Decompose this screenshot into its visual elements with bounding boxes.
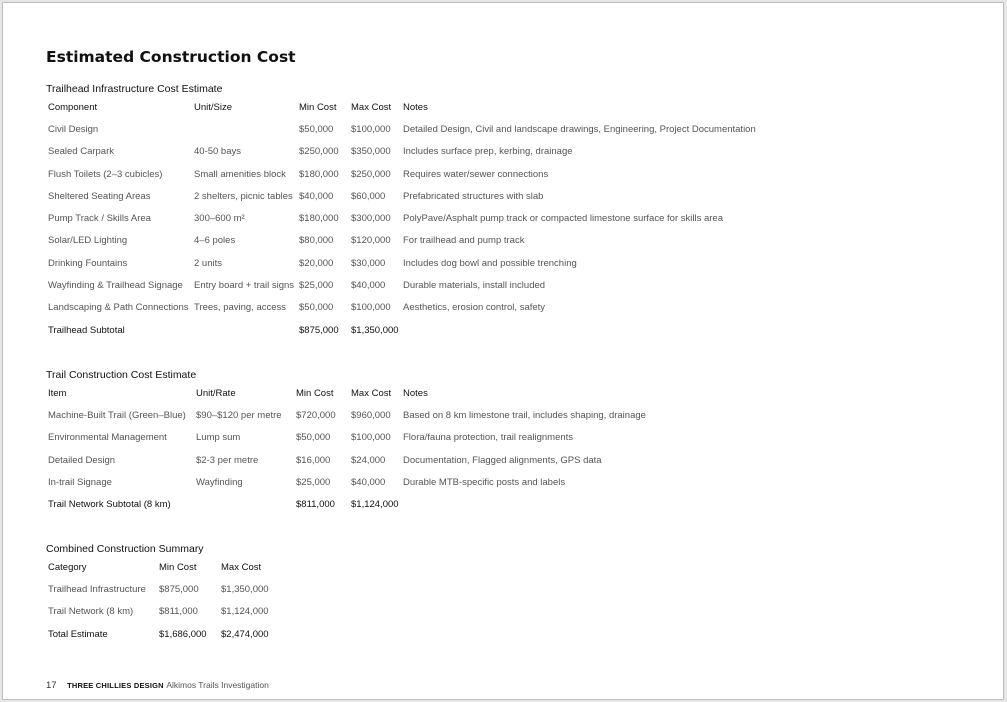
table-cell: $50,000: [296, 432, 331, 444]
header-cell: Component: [48, 101, 98, 113]
trail-cost-table: [46, 382, 648, 516]
table-cell: $80,000: [299, 235, 334, 247]
table-header-row: [46, 382, 648, 404]
header-cell: Unit/Rate: [196, 387, 236, 399]
table-cell: $20,000: [299, 257, 334, 269]
table-cell: Lump sum: [196, 432, 241, 444]
header-cell: Max Cost: [221, 561, 262, 573]
summary-table-title: Combined Construction Summary: [46, 543, 204, 555]
table-cell: Trail Network (8 km): [48, 606, 134, 618]
page-title: Estimated Construction Cost: [46, 48, 296, 66]
table-cell: $50,000: [299, 302, 334, 314]
subtotal-min: $875,000: [299, 324, 339, 336]
table-row: [46, 141, 758, 163]
table-cell: Durable materials, install included: [403, 280, 546, 292]
table-cell: $180,000: [299, 168, 339, 180]
table-cell: Flora/fauna protection, trail realignments: [403, 432, 574, 444]
table-cell: Includes dog bowl and possible trenching: [403, 257, 577, 269]
table-cell: $811,000: [159, 606, 198, 618]
summary-table: [46, 556, 279, 645]
table-cell: Detailed Design, Civil and landscape drawings, Engineering, Project Documentation: [403, 123, 756, 135]
table-row: [46, 427, 648, 449]
table-cell: For trailhead and pump track: [403, 235, 525, 247]
table-cell: [194, 493, 294, 515]
table-cell: Wayfinding & Trailhead Signage: [48, 280, 183, 292]
table-cell: $25,000: [299, 280, 334, 292]
table-cell: Entry board + trail signs: [194, 280, 295, 292]
table-cell: Sealed Carpark: [48, 146, 115, 158]
table-cell: Pump Track / Skills Area: [48, 213, 151, 225]
table-cell: 4–6 poles: [194, 235, 236, 247]
table-row: [46, 230, 758, 252]
table-cell: $1,124,000: [221, 606, 269, 618]
table-cell: Detailed Design: [48, 454, 116, 466]
table-cell: Trailhead Infrastructure: [48, 583, 146, 595]
table-cell: $25,000: [296, 476, 331, 488]
table-cell: $250,000: [299, 146, 339, 158]
header-cell: Item: [48, 387, 67, 399]
table-cell: [401, 319, 758, 341]
page-number: 17: [46, 680, 57, 691]
subtotal-max: $1,350,000: [351, 324, 399, 336]
table-cell: 2 units: [194, 257, 222, 269]
header-cell: Max Cost: [351, 387, 392, 399]
table-cell: Sheltered Seating Areas: [48, 190, 151, 202]
total-min: $1,686,000: [159, 628, 207, 640]
table-cell: $875,000: [159, 583, 199, 595]
table-cell: [401, 493, 648, 515]
header-cell: Min Cost: [299, 101, 337, 113]
document-page: [2, 2, 1004, 700]
table-cell: $40,000: [351, 280, 386, 292]
table-cell: Wayfinding: [196, 476, 243, 488]
table-cell: $24,000: [351, 454, 386, 466]
table-cell: $120,000: [351, 235, 391, 247]
table-row: [46, 274, 758, 296]
table-cell: $960,000: [351, 409, 391, 421]
page-footer: [46, 680, 269, 691]
table-cell: $2-3 per metre: [196, 454, 259, 466]
table-cell: 40-50 bays: [194, 146, 242, 158]
table-row: [46, 207, 758, 229]
table-cell: $50,000: [299, 123, 334, 135]
table-cell: Small amenities block: [194, 168, 286, 180]
table-cell: Durable MTB-specific posts and labels: [403, 476, 566, 488]
table-row: [46, 578, 279, 600]
footer-brand: THREE CHILLIES DESIGN: [67, 681, 164, 690]
table-cell: $100,000: [351, 123, 391, 135]
table-cell: In-trail Signage: [48, 476, 112, 488]
header-cell: Notes: [403, 387, 428, 399]
table-cell: $90–$120 per metre: [196, 409, 282, 421]
trail-table-title: Trail Construction Cost Estimate: [46, 369, 197, 381]
total-row: [46, 623, 279, 645]
table-row: [46, 471, 648, 493]
table-cell: [192, 319, 297, 341]
subtotal-row: [46, 493, 648, 515]
table-header-row: [46, 96, 758, 118]
trailhead-table-title: Trailhead Infrastructure Cost Estimate: [46, 83, 223, 95]
table-cell: $40,000: [351, 476, 386, 488]
table-cell: Trees, paving, access: [194, 302, 287, 314]
table-cell: 2 shelters, picnic tables: [194, 190, 293, 202]
table-cell: $350,000: [351, 146, 391, 158]
table-cell: Environmental Management: [48, 432, 167, 444]
table-cell: $60,000: [351, 190, 386, 202]
table-row: [46, 449, 648, 471]
table-cell: Based on 8 km limestone trail, includes shaping, drainage: [403, 409, 646, 421]
subtotal-label: Trail Network Subtotal (8 km): [48, 499, 171, 511]
header-cell: Min Cost: [296, 387, 334, 399]
table-cell: Requires water/sewer connections: [403, 168, 549, 180]
table-cell: Solar/LED Lighting: [48, 235, 128, 247]
table-cell: Includes surface prep, kerbing, drainage: [403, 146, 573, 158]
total-label: Total Estimate: [48, 628, 108, 640]
header-cell: Unit/Size: [194, 101, 233, 113]
header-cell: Max Cost: [351, 101, 392, 113]
table-cell: 300–600 m²: [194, 213, 245, 225]
table-row: [46, 252, 758, 274]
table-row: [46, 185, 758, 207]
table-cell: PolyPave/Asphalt pump track or compacted limestone surface for skills area: [403, 213, 723, 225]
table-cell: $300,000: [351, 213, 391, 225]
table-row: [46, 163, 758, 185]
table-cell: Flush Toilets (2–3 cubicles): [48, 168, 163, 180]
subtotal-label: Trailhead Subtotal: [48, 324, 125, 336]
table-row: [46, 404, 648, 426]
table-cell: $1,350,000: [221, 583, 269, 595]
table-cell: Machine-Built Trail (Green–Blue): [48, 409, 186, 421]
table-cell: $250,000: [351, 168, 391, 180]
table-cell: $100,000: [351, 302, 391, 314]
table-cell: Landscaping & Path Connections: [48, 302, 189, 314]
table-row: [46, 601, 279, 623]
table-cell: $30,000: [351, 257, 386, 269]
table-cell: $16,000: [296, 454, 331, 466]
trailhead-cost-table: [46, 96, 758, 341]
table-cell: $100,000: [351, 432, 391, 444]
table-cell: $40,000: [299, 190, 334, 202]
table-cell: $180,000: [299, 213, 339, 225]
table-cell: $720,000: [296, 409, 336, 421]
table-cell: Documentation, Flagged alignments, GPS data: [403, 454, 602, 466]
table-cell: Prefabricated structures with slab: [403, 190, 544, 202]
subtotal-min: $811,000: [296, 499, 335, 511]
header-cell: Notes: [403, 101, 428, 113]
subtotal-row: [46, 319, 758, 341]
table-row: [46, 118, 758, 140]
table-header-row: [46, 556, 279, 578]
table-cell: Drinking Fountains: [48, 257, 128, 269]
table-cell: [192, 118, 297, 140]
table-cell: Civil Design: [48, 123, 99, 135]
header-cell: Category: [48, 561, 87, 573]
footer-document-name: Alkimos Trails Investigation: [166, 680, 269, 690]
subtotal-max: $1,124,000: [351, 499, 399, 511]
total-max: $2,474,000: [221, 628, 269, 640]
table-row: [46, 297, 758, 319]
header-cell: Min Cost: [159, 561, 197, 573]
table-cell: Aesthetics, erosion control, safety: [403, 302, 546, 314]
